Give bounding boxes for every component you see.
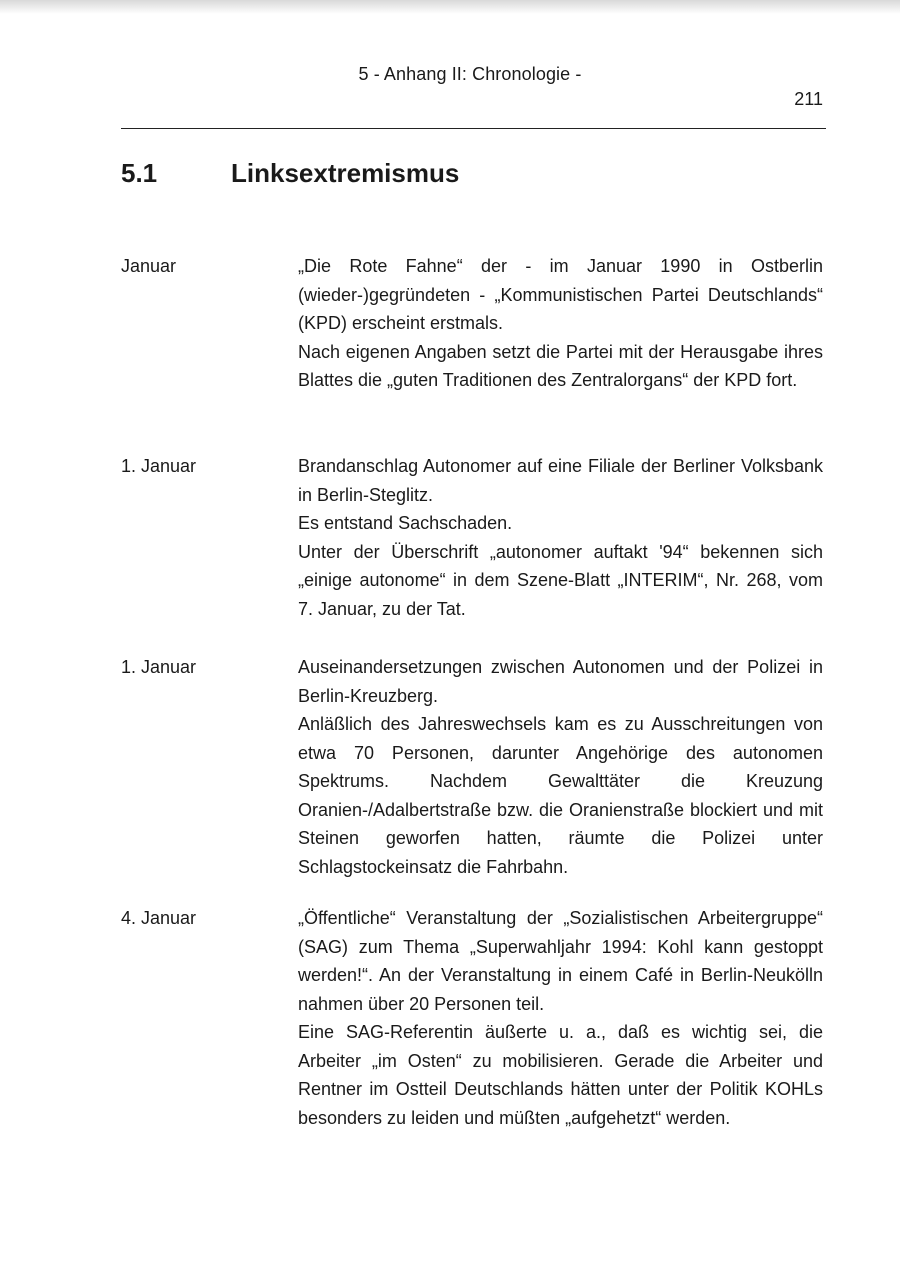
header-rule	[121, 128, 826, 129]
entry-paragraph: Auseinandersetzungen zwischen Autonomen und der Polizei in Berlin-Kreuzberg.	[298, 657, 823, 706]
entry-paragraph: „Öffentliche“ Veranstaltung der „Sozialistischen Arbeitergruppe“ (SAG) zum Thema „Superwahljahr 1994: Kohl kann gestoppt werden!“. An der Veranstaltung in einem Café in Berlin-Neukölln nahmen über 20 Personen teil.	[298, 908, 823, 1014]
entry-paragraph: Es entstand Sachschaden.	[298, 513, 513, 533]
entry-date: 1. Januar	[121, 456, 197, 476]
running-head: 5 - Anhang II: Chronologie -	[358, 64, 582, 84]
page-number: 211	[794, 89, 823, 109]
entry-text	[298, 252, 823, 395]
entry-paragraph: Eine SAG-Referentin äußerte u. a., daß es wichtig sei, die Arbeiter „im Osten“ zu mobilisieren. Gerade die Arbeiter und Rentner im Ostteil Deutschlands hätten unter der Politik KOHLs besonders zu leiden und müßten „aufgehetzt“ werden.	[298, 1022, 823, 1128]
entry-text	[298, 653, 823, 881]
entry-date: 1. Januar	[121, 657, 197, 677]
entry-paragraph: Unter der Überschrift „autonomer auftakt '94“ bekennen sich „einige autonome“ in dem Szene-Blatt „INTERIM“, Nr. 268, vom 7. Januar, zu der Tat.	[298, 541, 823, 619]
section-title: Linksextremismus	[231, 158, 460, 188]
scan-edge	[0, 0, 900, 14]
entry-text	[298, 904, 823, 1132]
section-heading	[121, 158, 459, 189]
entry-paragraph: Brandanschlag Autonomer auf eine Filiale der Berliner Volksbank in Berlin-Steglitz.	[298, 456, 823, 505]
entry-paragraph: Anläßlich des Jahreswechsels kam es zu Ausschreitungen von etwa 70 Personen, darunter Angehörige des autonomen Spektrums. Nachdem Gewalttäter die Kreuzung Oranien-/Adalbertstraße bzw. die Oranienstraße blockiert und mit Steinen geworfen hatten, räumte die Polizei unter Schlagstockeinsatz die Fahrbahn.	[298, 714, 823, 877]
entry-paragraph: Nach eigenen Angaben setzt die Partei mit der Herausgabe ihres Blattes die „guten Traditionen des Zentralorgans“ der KPD fort.	[298, 341, 823, 390]
entry-date: Januar	[121, 256, 177, 276]
entry-paragraph: „Die Rote Fahne“ der - im Januar 1990 in Ostberlin (wieder-)gegründeten - „Kommunistischen Partei Deutschlands“ (KPD) erscheint erstmals.	[298, 256, 823, 333]
entry-date: 4. Januar	[121, 908, 197, 928]
entry-text	[298, 452, 823, 623]
section-number: 5.1	[121, 158, 158, 188]
